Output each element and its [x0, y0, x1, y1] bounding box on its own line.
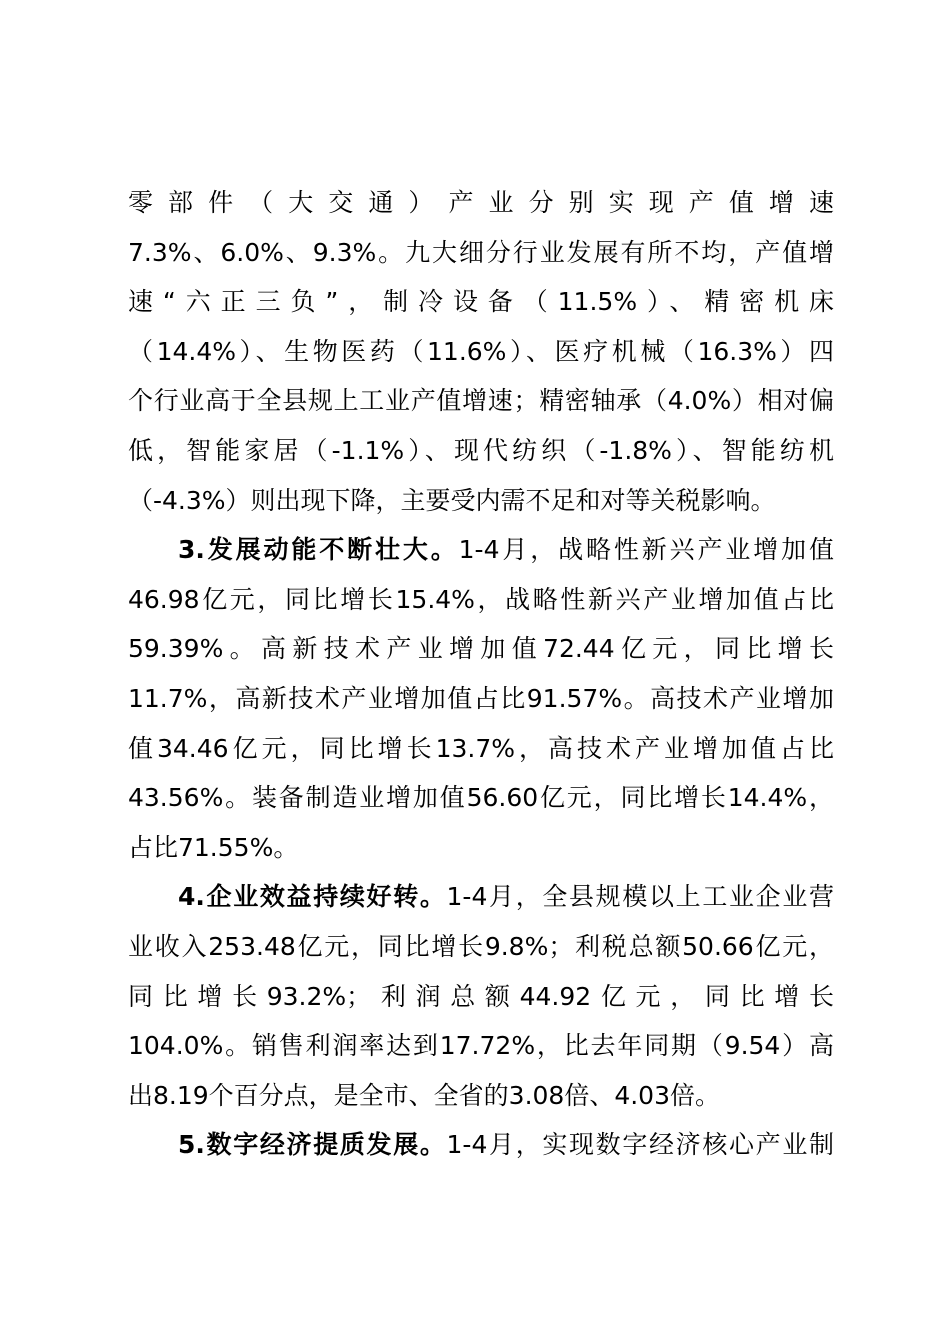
text-line: 7.3%、6.0%、9.3%。九大细分行业发展有所不均，产值增 [128, 237, 834, 267]
text-segment: 1-4月，全县规模以上工业企业营 [446, 882, 834, 912]
text-line: 占比71.55%。 [128, 832, 299, 862]
text-line: 46.98亿元，同比增长15.4%，战略性新兴产业增加值占比 [128, 584, 834, 614]
paragraph-industry-growth [128, 178, 834, 525]
text-line: 104.0%。销售利润率达到17.72%，比去年同期（9.54）高 [128, 1031, 834, 1061]
text-line [128, 525, 834, 575]
paragraph-digital-economy [128, 1120, 834, 1170]
text-line: 59.39%。高新技术产业增加值72.44亿元，同比增长 [128, 634, 834, 664]
text-line [128, 1120, 834, 1170]
text-line: 零部件（大交通）产业分别实现产值增速 [128, 188, 834, 217]
paragraph-development-momentum [128, 525, 834, 872]
text-segment: 1-4月，实现数字经济核心产业制 [446, 1130, 834, 1160]
document-page [128, 178, 834, 1170]
text-line [128, 872, 834, 922]
section-heading: 3.发展动能不断壮大。 [178, 535, 459, 565]
text-line: 业收入253.48亿元，同比增长9.8%；利税总额50.66亿元， [128, 931, 834, 961]
text-line: （-4.3%）则出现下降，主要受内需不足和对等关税影响。 [128, 485, 776, 515]
section-heading: 4.企业效益持续好转。 [178, 882, 447, 912]
text-line: 出8.19个百分点，是全市、全省的3.08倍、4.03倍。 [128, 1080, 720, 1110]
text-line: 值34.46亿元，同比增长13.7%，高技术产业增加值占比 [128, 733, 834, 763]
text-line: 同比增长93.2%；利润总额44.92亿元，同比增长 [128, 981, 834, 1011]
text-segment: 1-4月，战略性新兴产业增加值 [458, 535, 834, 565]
text-line: 个行业高于全县规上工业产值增速；精密轴承（4.0%）相对偏 [128, 386, 834, 416]
text-line: （14.4%）、生物医药（11.6%）、医疗机械（16.3%）四 [128, 336, 834, 366]
text-line: 43.56%。装备制造业增加值56.60亿元，同比增长14.4%， [128, 783, 834, 813]
text-line: 11.7%，高新技术产业增加值占比91.57%。高技术产业增加 [128, 683, 834, 713]
paragraph-enterprise-benefits [128, 872, 834, 1120]
text-line: 速“六正三负”，制冷设备（11.5%）、精密机床 [128, 287, 834, 317]
text-line: 低，智能家居（-1.1%）、现代纺织（-1.8%）、智能纺机 [128, 435, 834, 465]
section-heading: 5.数字经济提质发展。 [178, 1130, 447, 1160]
